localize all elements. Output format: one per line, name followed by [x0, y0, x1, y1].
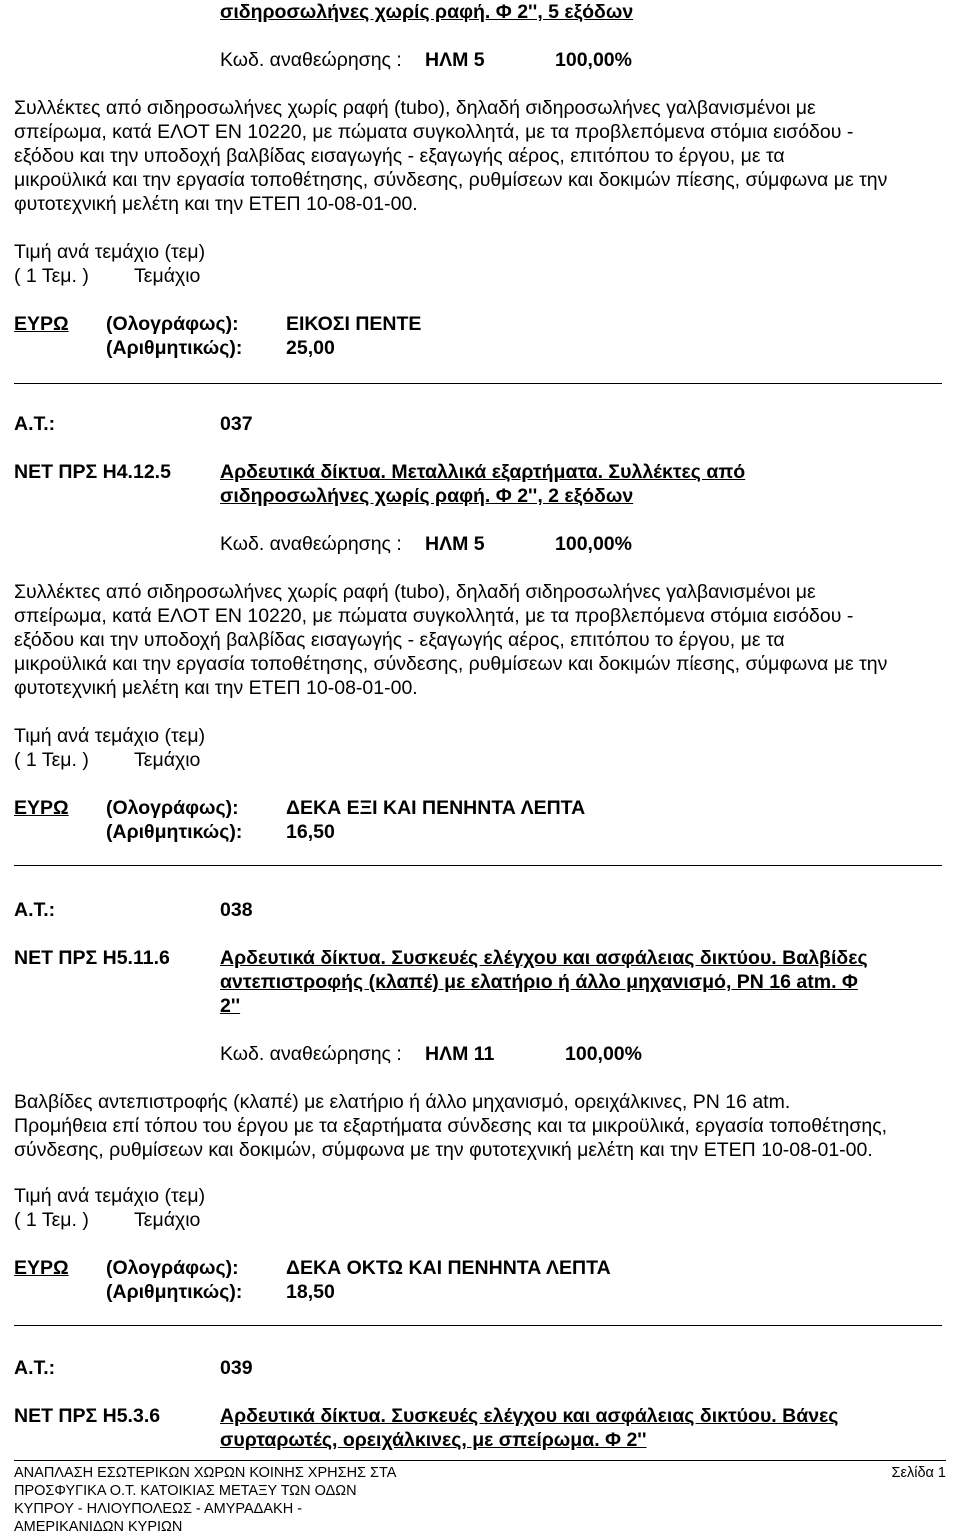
revision-code: ΗΛΜ 11	[425, 1043, 495, 1065]
net-code: ΝΕΤ ΠΡΣ Η5.3.6	[14, 1405, 161, 1427]
price-in-numbers: 18,50	[286, 1281, 335, 1303]
item-title	[220, 460, 745, 508]
at-number: 037	[220, 413, 253, 435]
item-separator	[14, 383, 942, 384]
description-line: Συλλέκτες από σιδηροσωλήνες χωρίς ραφή (tubo), δηλαδή σιδηροσωλήνες γαλβανισμένοι με	[14, 581, 816, 603]
page-number: Σελίδα 1	[891, 1465, 946, 1481]
description-line: σύνδεσης, ρυθμίσεων και δοκιμών, σύμφωνα με την φυτοτεχνική μελέτη και την ΕΤΕΠ 10-08-01-00.	[14, 1139, 873, 1161]
price-in-numbers: 25,00	[286, 337, 335, 359]
at-number: 038	[220, 899, 253, 921]
currency-label: ΕΥΡΩ	[14, 797, 69, 819]
description-line: σπείρωμα, κατά ΕΛΟΤ ΕΝ 10220, με πώματα συγκολλητά, με τα προβλεπόμενα στόμια εισόδου -	[14, 605, 854, 627]
price-number-label: (Αριθμητικώς):	[106, 337, 243, 359]
description-line: φυτοτεχνική μελέτη και την ΕΤΕΠ 10-08-01-00.	[14, 677, 418, 699]
item-description	[14, 580, 946, 700]
price-words-label: (Ολογράφως):	[106, 797, 239, 819]
revision-percent: 100,00%	[555, 49, 632, 71]
item-separator	[14, 865, 942, 866]
price-unit-label: Τιμή ανά τεμάχιο (τεμ)	[14, 725, 206, 747]
revision-code-label: Κωδ. αναθεώρησης :	[220, 533, 402, 555]
net-code: ΝΕΤ ΠΡΣ Η5.11.6	[14, 947, 170, 969]
price-unit-label: Τιμή ανά τεμάχιο (τεμ)	[14, 241, 206, 263]
at-label: Α.Τ.:	[14, 1357, 56, 1379]
item-description	[14, 96, 946, 216]
item-title-line: Αρδευτικά δίκτυα. Συσκευές ελέγχου και ασφάλειας δικτύου. Βάνες	[220, 1405, 839, 1427]
price-words-label: (Ολογράφως):	[106, 313, 239, 335]
revision-code-label: Κωδ. αναθεώρησης :	[220, 1043, 402, 1065]
item-title-line: αντεπιστροφής (κλαπέ) με ελατήριο ή άλλο μηχανισμό, PN 16 atm. Φ	[220, 971, 858, 993]
revision-code-label: Κωδ. αναθεώρησης :	[220, 49, 402, 71]
item-title-line: συρταρωτές, ορειχάλκινες, με σπείρωμα. Φ 2''	[220, 1429, 647, 1451]
item-title-line: 2''	[220, 995, 241, 1017]
price-in-words: ΔΕΚΑ ΕΞΙ ΚΑΙ ΠΕΝΗΝΤΑ ΛΕΠΤΑ	[286, 797, 586, 819]
currency-label: ΕΥΡΩ	[14, 313, 69, 335]
at-label: Α.Τ.:	[14, 413, 56, 435]
at-label: Α.Τ.:	[14, 899, 56, 921]
revision-percent: 100,00%	[555, 533, 632, 555]
price-words-label: (Ολογράφως):	[106, 1257, 239, 1279]
net-code: ΝΕΤ ΠΡΣ Η4.12.5	[14, 461, 171, 483]
description-line: σπείρωμα, κατά ΕΛΟΤ ΕΝ 10220, με πώματα συγκολλητά, με τα προβλεπόμενα στόμια εισόδου -	[14, 121, 854, 143]
description-line: μικροϋλικά και την εργασία τοποθέτησης, σύνδεσης, ρυθμίσεων και δοκιμών πίεσης, σύμφωνα με την	[14, 653, 888, 675]
footer-line: ΑΝΑΠΛΑΣΗ ΕΣΩΤΕΡΙΚΩΝ ΧΩΡΩΝ ΚΟΙΝΗΣ ΧΡΗΣΗΣ ΣΤΑ	[14, 1465, 397, 1481]
item-title-continued: σιδηροσωλήνες χωρίς ραφή. Φ 2'', 5 εξόδων	[220, 1, 634, 23]
footer-line: ΚΥΠΡΟΥ - ΗΛΙΟΥΠΟΛΕΩΣ - ΑΜΥΡΑΔΑΚΗ -	[14, 1501, 303, 1517]
price-number-label: (Αριθμητικώς):	[106, 1281, 243, 1303]
description-line: εξόδου και την υποδοχή βαλβίδας εισαγωγής - εξαγωγής αέρος, επιτόπου το έργου, με τα	[14, 145, 785, 167]
description-line: Προμήθεια επί τόπου του έργου με τα εξαρτήματα σύνδεσης και τα μικροϋλικά, εργασία τοποθέτησης,	[14, 1115, 888, 1137]
unit-name: Τεμάχιο	[134, 265, 201, 287]
revision-code: ΗΛΜ 5	[425, 49, 485, 71]
price-in-words: ΔΕΚΑ ΟΚΤΩ ΚΑΙ ΠΕΝΗΝΤΑ ΛΕΠΤΑ	[286, 1257, 611, 1279]
unit-quantity: ( 1 Τεμ. )	[14, 1209, 89, 1231]
footer-line: ΠΡΟΣΦΥΓΙΚΑ Ο.Τ. ΚΑΤΟΙΚΙΑΣ ΜΕΤΑΞΥ ΤΩΝ ΟΔΩΝ	[14, 1483, 357, 1499]
item-title-line: Αρδευτικά δίκτυα. Μεταλλικά εξαρτήματα. Συλλέκτες από	[220, 461, 746, 483]
item-title	[220, 946, 868, 1018]
item-separator	[14, 1325, 942, 1326]
at-number: 039	[220, 1357, 253, 1379]
description-line: Βαλβίδες αντεπιστροφής (κλαπέ) με ελατήριο ή άλλο μηχανισμό, ορειχάλκινες, PN 16 atm.	[14, 1091, 791, 1113]
item-title-line: Αρδευτικά δίκτυα. Συσκευές ελέγχου και ασφάλειας δικτύου. Βαλβίδες	[220, 947, 868, 969]
price-number-label: (Αριθμητικώς):	[106, 821, 243, 843]
description-line: μικροϋλικά και την εργασία τοποθέτησης, σύνδεσης, ρυθμίσεων και δοκιμών πίεσης, σύμφωνα με την	[14, 169, 888, 191]
item-title-line: σιδηροσωλήνες χωρίς ραφή. Φ 2'', 2 εξόδων	[220, 485, 634, 507]
footer-project-title	[14, 1464, 396, 1536]
price-in-words: ΕΙΚΟΣΙ ΠΕΝΤΕ	[286, 313, 422, 335]
unit-quantity: ( 1 Τεμ. )	[14, 749, 89, 771]
footer-line: ΑΜΕΡΙΚΑΝΙΔΩΝ ΚΥΡΙΩΝ	[14, 1519, 183, 1535]
footer-rule	[14, 1460, 946, 1461]
item-title	[220, 1404, 838, 1452]
description-line: φυτοτεχνική μελέτη και την ΕΤΕΠ 10-08-01-00.	[14, 193, 418, 215]
unit-name: Τεμάχιο	[134, 1209, 201, 1231]
item-description	[14, 1090, 946, 1162]
unit-quantity: ( 1 Τεμ. )	[14, 265, 89, 287]
description-line: Συλλέκτες από σιδηροσωλήνες χωρίς ραφή (tubo), δηλαδή σιδηροσωλήνες γαλβανισμένοι με	[14, 97, 816, 119]
currency-label: ΕΥΡΩ	[14, 1257, 69, 1279]
unit-name: Τεμάχιο	[134, 749, 201, 771]
price-in-numbers: 16,50	[286, 821, 335, 843]
price-unit-label: Τιμή ανά τεμάχιο (τεμ)	[14, 1185, 206, 1207]
revision-code: ΗΛΜ 5	[425, 533, 485, 555]
description-line: εξόδου και την υποδοχή βαλβίδας εισαγωγής - εξαγωγής αέρος, επιτόπου το έργου, με τα	[14, 629, 785, 651]
revision-percent: 100,00%	[565, 1043, 642, 1065]
